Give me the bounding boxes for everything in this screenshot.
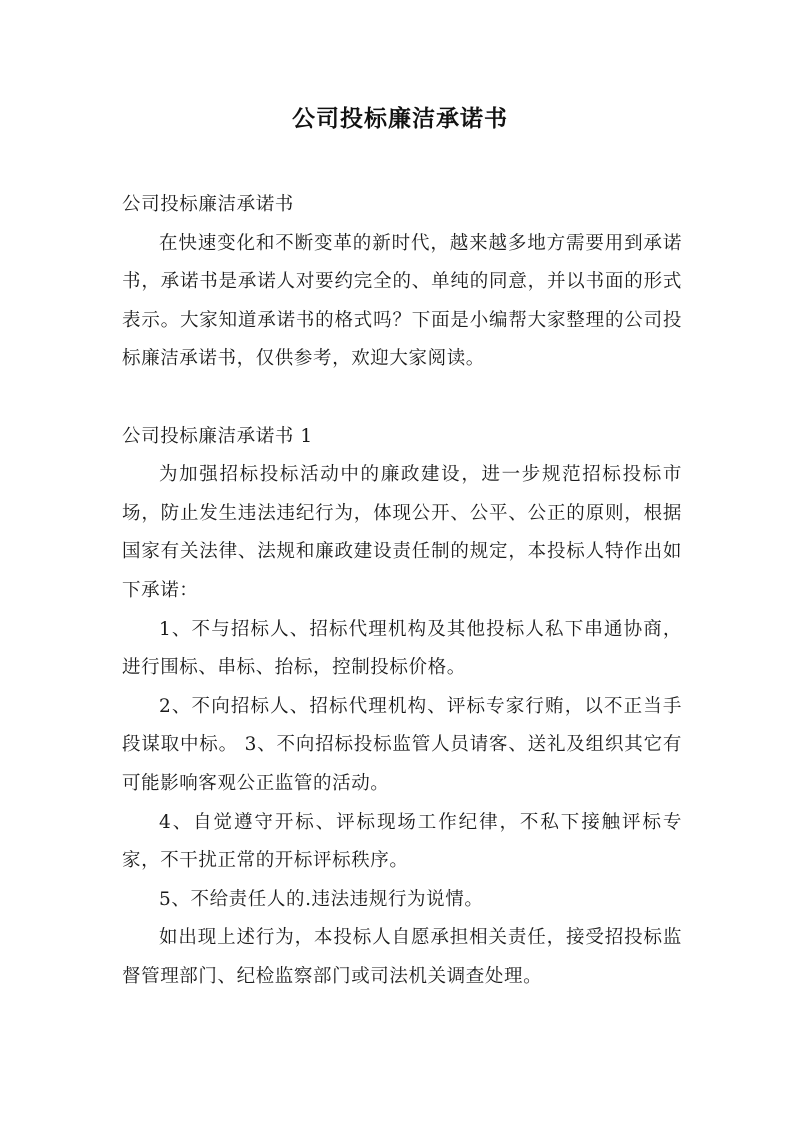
paragraph-preamble: 为加强招标投标活动中的廉政建设，进一步规范招标投标市场，防止发生违法违纪行为，体现公开、公平、公正的原则，根据国家有关法律、法规和廉政建设责任制的规定，本投标人特作出如下承诺： <box>122 464 682 601</box>
section-heading: 公司投标廉洁承诺书 1 <box>122 425 313 447</box>
subtitle: 公司投标廉洁承诺书 <box>122 194 294 215</box>
paragraph-item-2-3: 2、不向招标人、招标代理机构、评标专家行贿，以不正当手段谋取中标。 3、不向招标投标监管人员请客、送礼及组织其它有可能影响客观公正监管的活动。 <box>122 695 682 794</box>
document-body <box>122 186 682 996</box>
paragraph-item-4: 4、自觉遵守开标、评标现场工作纪律，不私下接触评标专家，不干扰正常的开标评标秩序。 <box>122 811 682 872</box>
paragraph-item-1: 1、不与招标人、招标代理机构及其他投标人私下串通协商，进行围标、串标、抬标，控制投标价格。 <box>122 618 682 679</box>
paragraph-closing: 如出现上述行为，本投标人自愿承担相关责任，接受招投标监督管理部门、纪检监察部门或司法机关调查处理。 <box>122 927 682 987</box>
document-title: 公司投标廉洁承诺书 <box>292 106 508 132</box>
intro-paragraph: 在快速变化和不断变革的新时代，越来越多地方需要用到承诺书，承诺书是承诺人对要约完全的、单纯的同意，并以书面的形式表示。大家知道承诺书的格式吗？下面是小编帮大家整理的公司投标廉洁承诺书，仅供参考，欢迎大家阅读。 <box>122 232 682 370</box>
paragraph-item-5: 5、不给责任人的.违法违规行为说情。 <box>159 888 484 910</box>
paragraph-spacer <box>122 379 682 418</box>
